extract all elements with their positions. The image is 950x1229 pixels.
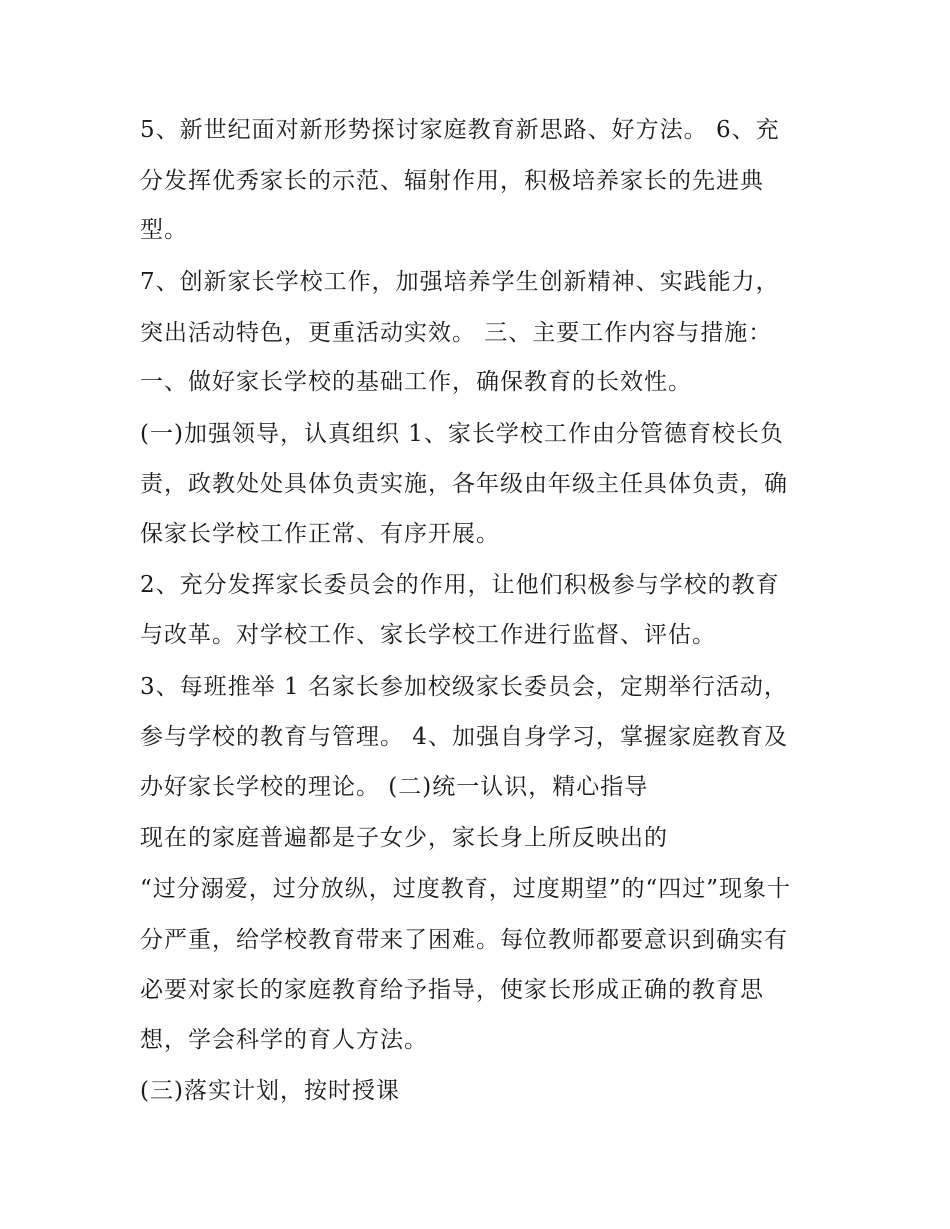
text-line: (一)加强领导，认真组织 1、家长学校工作由分管德育校长负 (140, 421, 784, 447)
text-line: 参与学校的教育与管理。 4、加强自身学习，掌握家庭教育及 (140, 724, 788, 750)
text-line: 与改革。对学校工作、家长学校工作进行监督、评估。 (140, 622, 716, 648)
text-line: 保家长学校工作正常、有序开展。 (140, 521, 500, 547)
text-line: 分严重，给学校教育带来了困难。每位教师都要意识到确实有 (140, 927, 788, 953)
text-line: 突出活动特色，更重活动实效。 三、主要工作内容与措施： (140, 320, 773, 346)
text-line: 现在的家庭普遍都是子女少，家长身上所反映出的 (140, 825, 668, 851)
text-line: 7、创新家长学校工作，加强培养学生创新精神、实践能力， (140, 269, 780, 295)
text-line: 分发挥优秀家长的示范、辐射作用，积极培养家长的先进典 (140, 168, 764, 194)
text-line: 3、每班推举 1 名家长参加校级家长委员会，定期举行活动， (140, 674, 788, 700)
text-line: 办好家长学校的理论。 (二)统一认识，精心指导 (140, 774, 649, 800)
text-line: “过分溺爱，过分放纵，过度教育，过度期望”的“四过”现象十 (140, 876, 792, 902)
text-line: 一、做好家长学校的基础工作，确保教育的长效性。 (140, 369, 692, 395)
text-line: 5、新世纪面对新形势探讨家庭教育新思路、好方法。 6、充 (140, 117, 780, 143)
text-line: 想，学会科学的育人方法。 (140, 1027, 428, 1053)
text-line: (三)落实计划，按时授课 (140, 1078, 400, 1104)
text-line: 责，政教处处具体负责实施，各年级由年级主任具体负责，确 (140, 471, 788, 497)
text-line: 必要对家长的家庭教育给予指导，使家长形成正确的教育思 (140, 977, 764, 1003)
text-line: 型。 (140, 217, 188, 243)
text-line: 2、充分发挥家长委员会的作用，让他们积极参与学校的教育 (140, 572, 780, 598)
